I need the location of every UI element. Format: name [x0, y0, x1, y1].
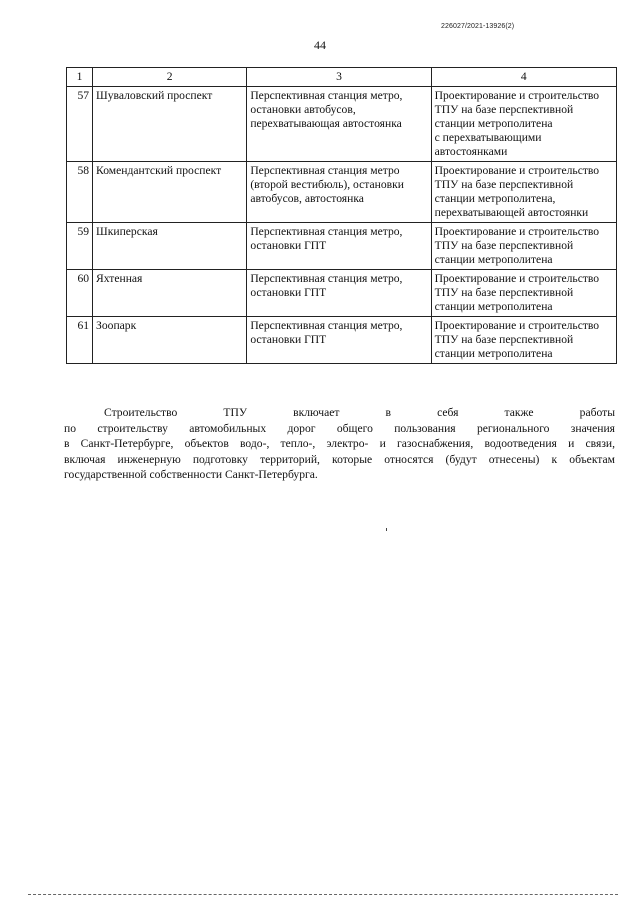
work-description-cell — [431, 317, 616, 364]
hub-objects-cell — [247, 270, 431, 317]
scan-bottom-edge — [28, 894, 618, 895]
construction-scope-paragraph — [64, 405, 615, 483]
row-number-cell: 60 — [67, 270, 93, 317]
hub-objects-line: остановки ГПТ — [250, 286, 327, 299]
hub-objects-line: автобусов, автостоянка — [250, 192, 364, 205]
work-description-line: с перехватывающими — [434, 131, 542, 144]
transport-hubs-table — [66, 67, 617, 364]
table-row — [67, 162, 617, 223]
work-description-line: перехватывающей автостоянки — [434, 206, 589, 219]
hub-objects-line: остановки автобусов, — [250, 103, 356, 116]
table-row — [67, 317, 617, 364]
column-header-1: 1 — [67, 68, 93, 87]
paragraph-line: по строительству автомобильных дорог общего пользования регионального значения — [64, 421, 615, 435]
hub-objects-line: Перспективная станция метро, — [250, 225, 403, 238]
work-description-line: Проектирование и строительство — [434, 319, 600, 332]
work-description-line: станции метрополитена — [434, 117, 553, 130]
column-header-3: 3 — [247, 68, 431, 87]
work-description-line: станции метрополитена, — [434, 192, 556, 205]
paragraph-line: Строительство ТПУ включает в себя также работы — [104, 406, 615, 419]
row-number-cell: 57 — [67, 87, 93, 162]
work-description-line: автостоянками — [434, 145, 508, 158]
work-description-line: Проектирование и строительство — [434, 89, 600, 102]
page-number: 44 — [314, 38, 326, 52]
hub-objects-cell — [247, 223, 431, 270]
table-row — [67, 223, 617, 270]
hub-objects-line: остановки ГПТ — [250, 333, 327, 346]
work-description-cell — [431, 223, 616, 270]
work-description-line: станции метрополитена — [434, 253, 553, 266]
hub-objects-line: Перспективная станция метро, — [250, 89, 403, 102]
paragraph-line: в Санкт-Петербурге, объектов водо-, тепло-, электро- и газоснабжения, водоотведения и связи, — [64, 437, 615, 450]
row-number-cell: 58 — [67, 162, 93, 223]
hub-objects-line: Перспективная станция метро, — [250, 272, 403, 285]
work-description-cell — [431, 162, 616, 223]
work-description-cell — [431, 270, 616, 317]
hub-objects-line: (второй вестибюль), остановки — [250, 178, 404, 191]
station-name-cell: Яхтенная — [93, 270, 247, 317]
table-row — [67, 270, 617, 317]
hub-objects-cell — [247, 162, 431, 223]
stray-mark — [386, 528, 387, 531]
row-number-cell: 61 — [67, 317, 93, 364]
station-name-cell: Шуваловский проспект — [93, 87, 247, 162]
work-description-cell — [431, 87, 616, 162]
row-number-cell: 59 — [67, 223, 93, 270]
station-name-cell: Шкиперская — [93, 223, 247, 270]
hub-objects-cell — [247, 317, 431, 364]
column-header-2: 2 — [93, 68, 247, 87]
paragraph-line: включая инженерную подготовку территорий, которые относятся (будут отнесены) к объектам — [64, 452, 615, 466]
hub-objects-line: остановки ГПТ — [250, 239, 327, 252]
table-header-row — [67, 68, 617, 87]
work-description-line: станции метрополитена — [434, 300, 553, 313]
paragraph-line: государственной собственности Санкт-Петербурга. — [64, 468, 318, 481]
hub-objects-cell — [247, 87, 431, 162]
hub-objects-line: Перспективная станция метро, — [250, 319, 403, 332]
work-description-line: станции метрополитена — [434, 347, 553, 360]
station-name-cell: Зоопарк — [93, 317, 247, 364]
table-row — [67, 87, 617, 162]
hub-objects-line: перехватывающая автостоянка — [250, 117, 402, 130]
work-description-line: ТПУ на базе перспективной — [434, 333, 574, 346]
station-name-cell: Комендантский проспект — [93, 162, 247, 223]
column-header-4: 4 — [431, 68, 616, 87]
work-description-line: Проектирование и строительство — [434, 164, 600, 177]
work-description-line: ТПУ на базе перспективной — [434, 286, 574, 299]
document-registration-number: 226027/2021-13926(2) — [441, 23, 515, 30]
hub-objects-line: Перспективная станция метро — [250, 164, 400, 177]
work-description-line: ТПУ на базе перспективной — [434, 178, 574, 191]
work-description-line: Проектирование и строительство — [434, 272, 600, 285]
work-description-line: ТПУ на базе перспективной — [434, 239, 574, 252]
table-body — [67, 87, 617, 364]
work-description-line: Проектирование и строительство — [434, 225, 600, 238]
work-description-line: ТПУ на базе перспективной — [434, 103, 574, 116]
